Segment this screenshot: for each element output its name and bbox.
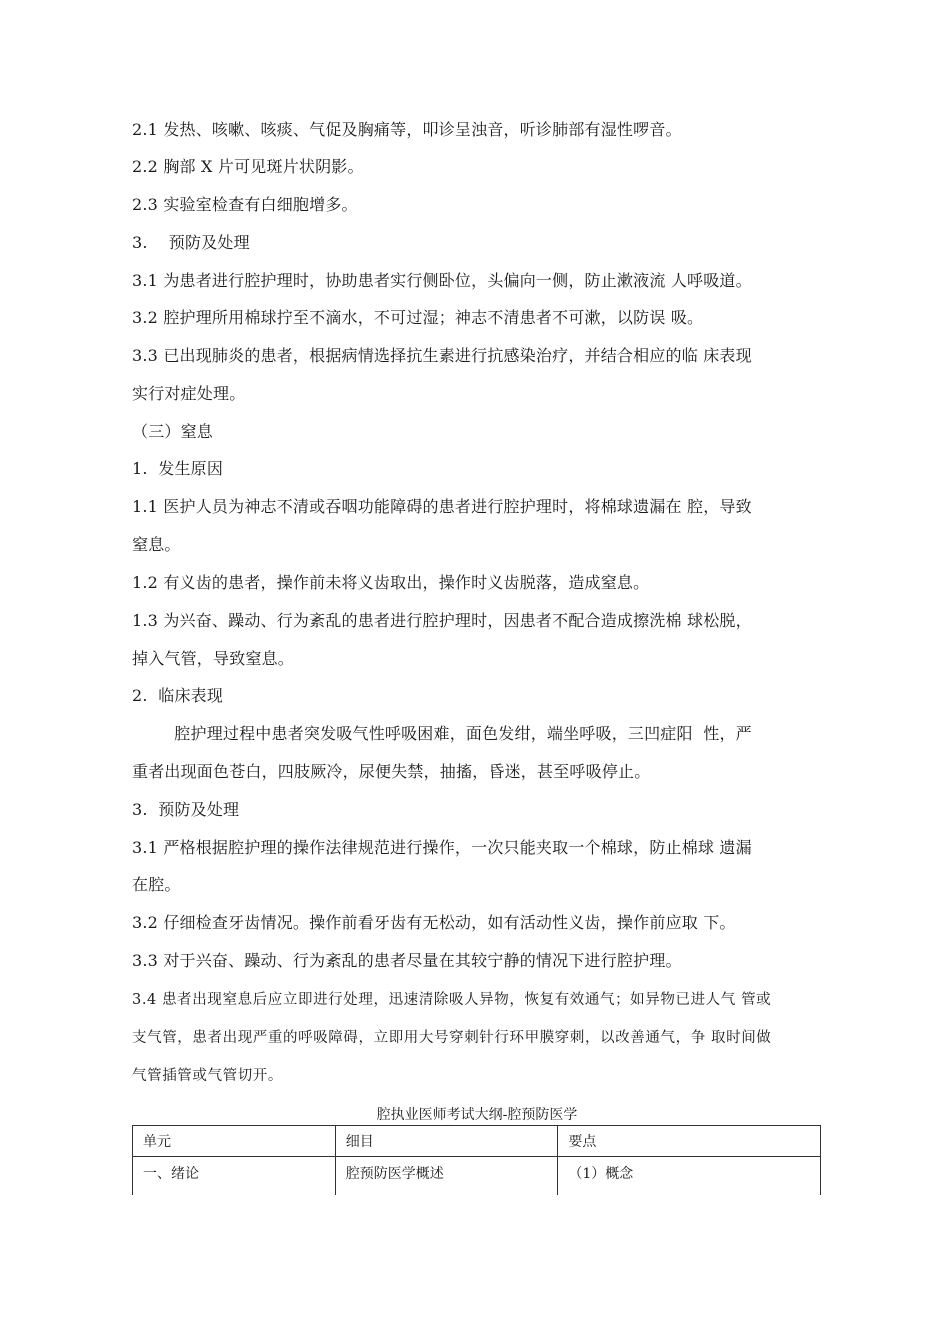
paragraph-line: 3.2 腔护理所用棉球拧至不滴水，不可过湿；神志不清患者不可漱，以防误 吸。 [132,308,704,327]
paragraph-line: 3.2 仔细检查牙齿情况。操作前看牙齿有无松动，如有活动性义齿，操作前应取 下。 [132,913,736,932]
table-header-cell: 要点 [558,1126,821,1157]
paragraph-line: 3.3 对于兴奋、躁动、行为紊乱的患者尽量在其较宁静的情况下进行腔护理。 [132,951,682,970]
table-cell: 一、绪论 [133,1157,336,1196]
table-cell: （1）概念 [558,1157,821,1196]
paragraph-line: 2.3 实验室检查有白细胞增多。 [132,195,358,214]
paragraph-line: 2.1 发热、咳嗽、咳痰、气促及胸痛等，叩诊呈浊音，听诊肺部有湿性啰音。 [132,120,682,139]
section-heading: 2. 临床表现 [132,686,224,705]
section-heading: 3. 预防及处理 [132,800,240,819]
section-heading: 1. 发生原因 [132,459,224,478]
paragraph-line: 实行对症处理。 [132,384,246,403]
paragraph-line: 窒息。 [132,535,181,554]
paragraph-line: 1.3 为兴奋、躁动、行为紊乱的患者进行腔护理时，因患者不配合造成擦洗棉 球松脱， [132,611,752,630]
paragraph-line: 支气管，患者出现严重的呼吸障碍，立即用大号穿刺针行环甲膜穿刺，以改善通气，争 取时间做 [132,1030,772,1046]
paragraph-line: 3.3 已出现肺炎的患者，根据病情选择抗生素进行抗感染治疗，并结合相应的临 床表现 [132,346,752,365]
paragraph-line: 重者出现面色苍白，四肢厥冷，尿便失禁，抽搐，昏迷，甚至呼吸停止。 [132,762,651,781]
paragraph-line: 在腔。 [132,875,181,894]
paragraph-line: 腔护理过程中患者突发吸气性呼吸困难，面色发绀，端坐呼吸，三凹症阳 性，严 [132,724,752,743]
exam-outline-table [132,1125,821,1195]
table-header-row [133,1126,821,1157]
paragraph-line: 3.1 严格根据腔护理的操作法律规范进行操作，一次只能夹取一个棉球，防止棉球 遗漏 [132,838,752,857]
section-heading: 3. 预防及处理 [132,233,250,252]
paragraph-line: 3.1 为患者进行腔护理时，协助患者实行侧卧位，头偏向一侧，防止漱液流 人呼吸道。 [132,271,752,290]
section-heading: （三）窒息 [132,422,214,441]
table-cell: 腔预防医学概述 [335,1157,558,1196]
table-header-cell: 单元 [133,1126,336,1157]
paragraph-line: 3.4 患者出现窒息后应立即进行处理，迅速清除吸人异物，恢复有效通气；如异物已进人气 管或 [132,992,772,1008]
table-caption: 腔执业医师考试大纲-腔预防医学 [376,1107,578,1123]
paragraph-line: 掉入气管，导致窒息。 [132,649,295,668]
paragraph-line: 1.2 有义齿的患者，操作前未将义齿取出，操作时义齿脱落，造成窒息。 [132,573,650,592]
paragraph-line: 2.2 胸部 X 片可见斑片状阴影。 [132,157,364,176]
table-header-cell: 细目 [335,1126,558,1157]
table-row [133,1157,821,1196]
paragraph-line: 1.1 医护人员为神志不清或吞咽功能障碍的患者进行腔护理时，将棉球遗漏在 腔，导致 [132,497,752,516]
paragraph-line: 气管插管或气管切开。 [132,1068,283,1084]
